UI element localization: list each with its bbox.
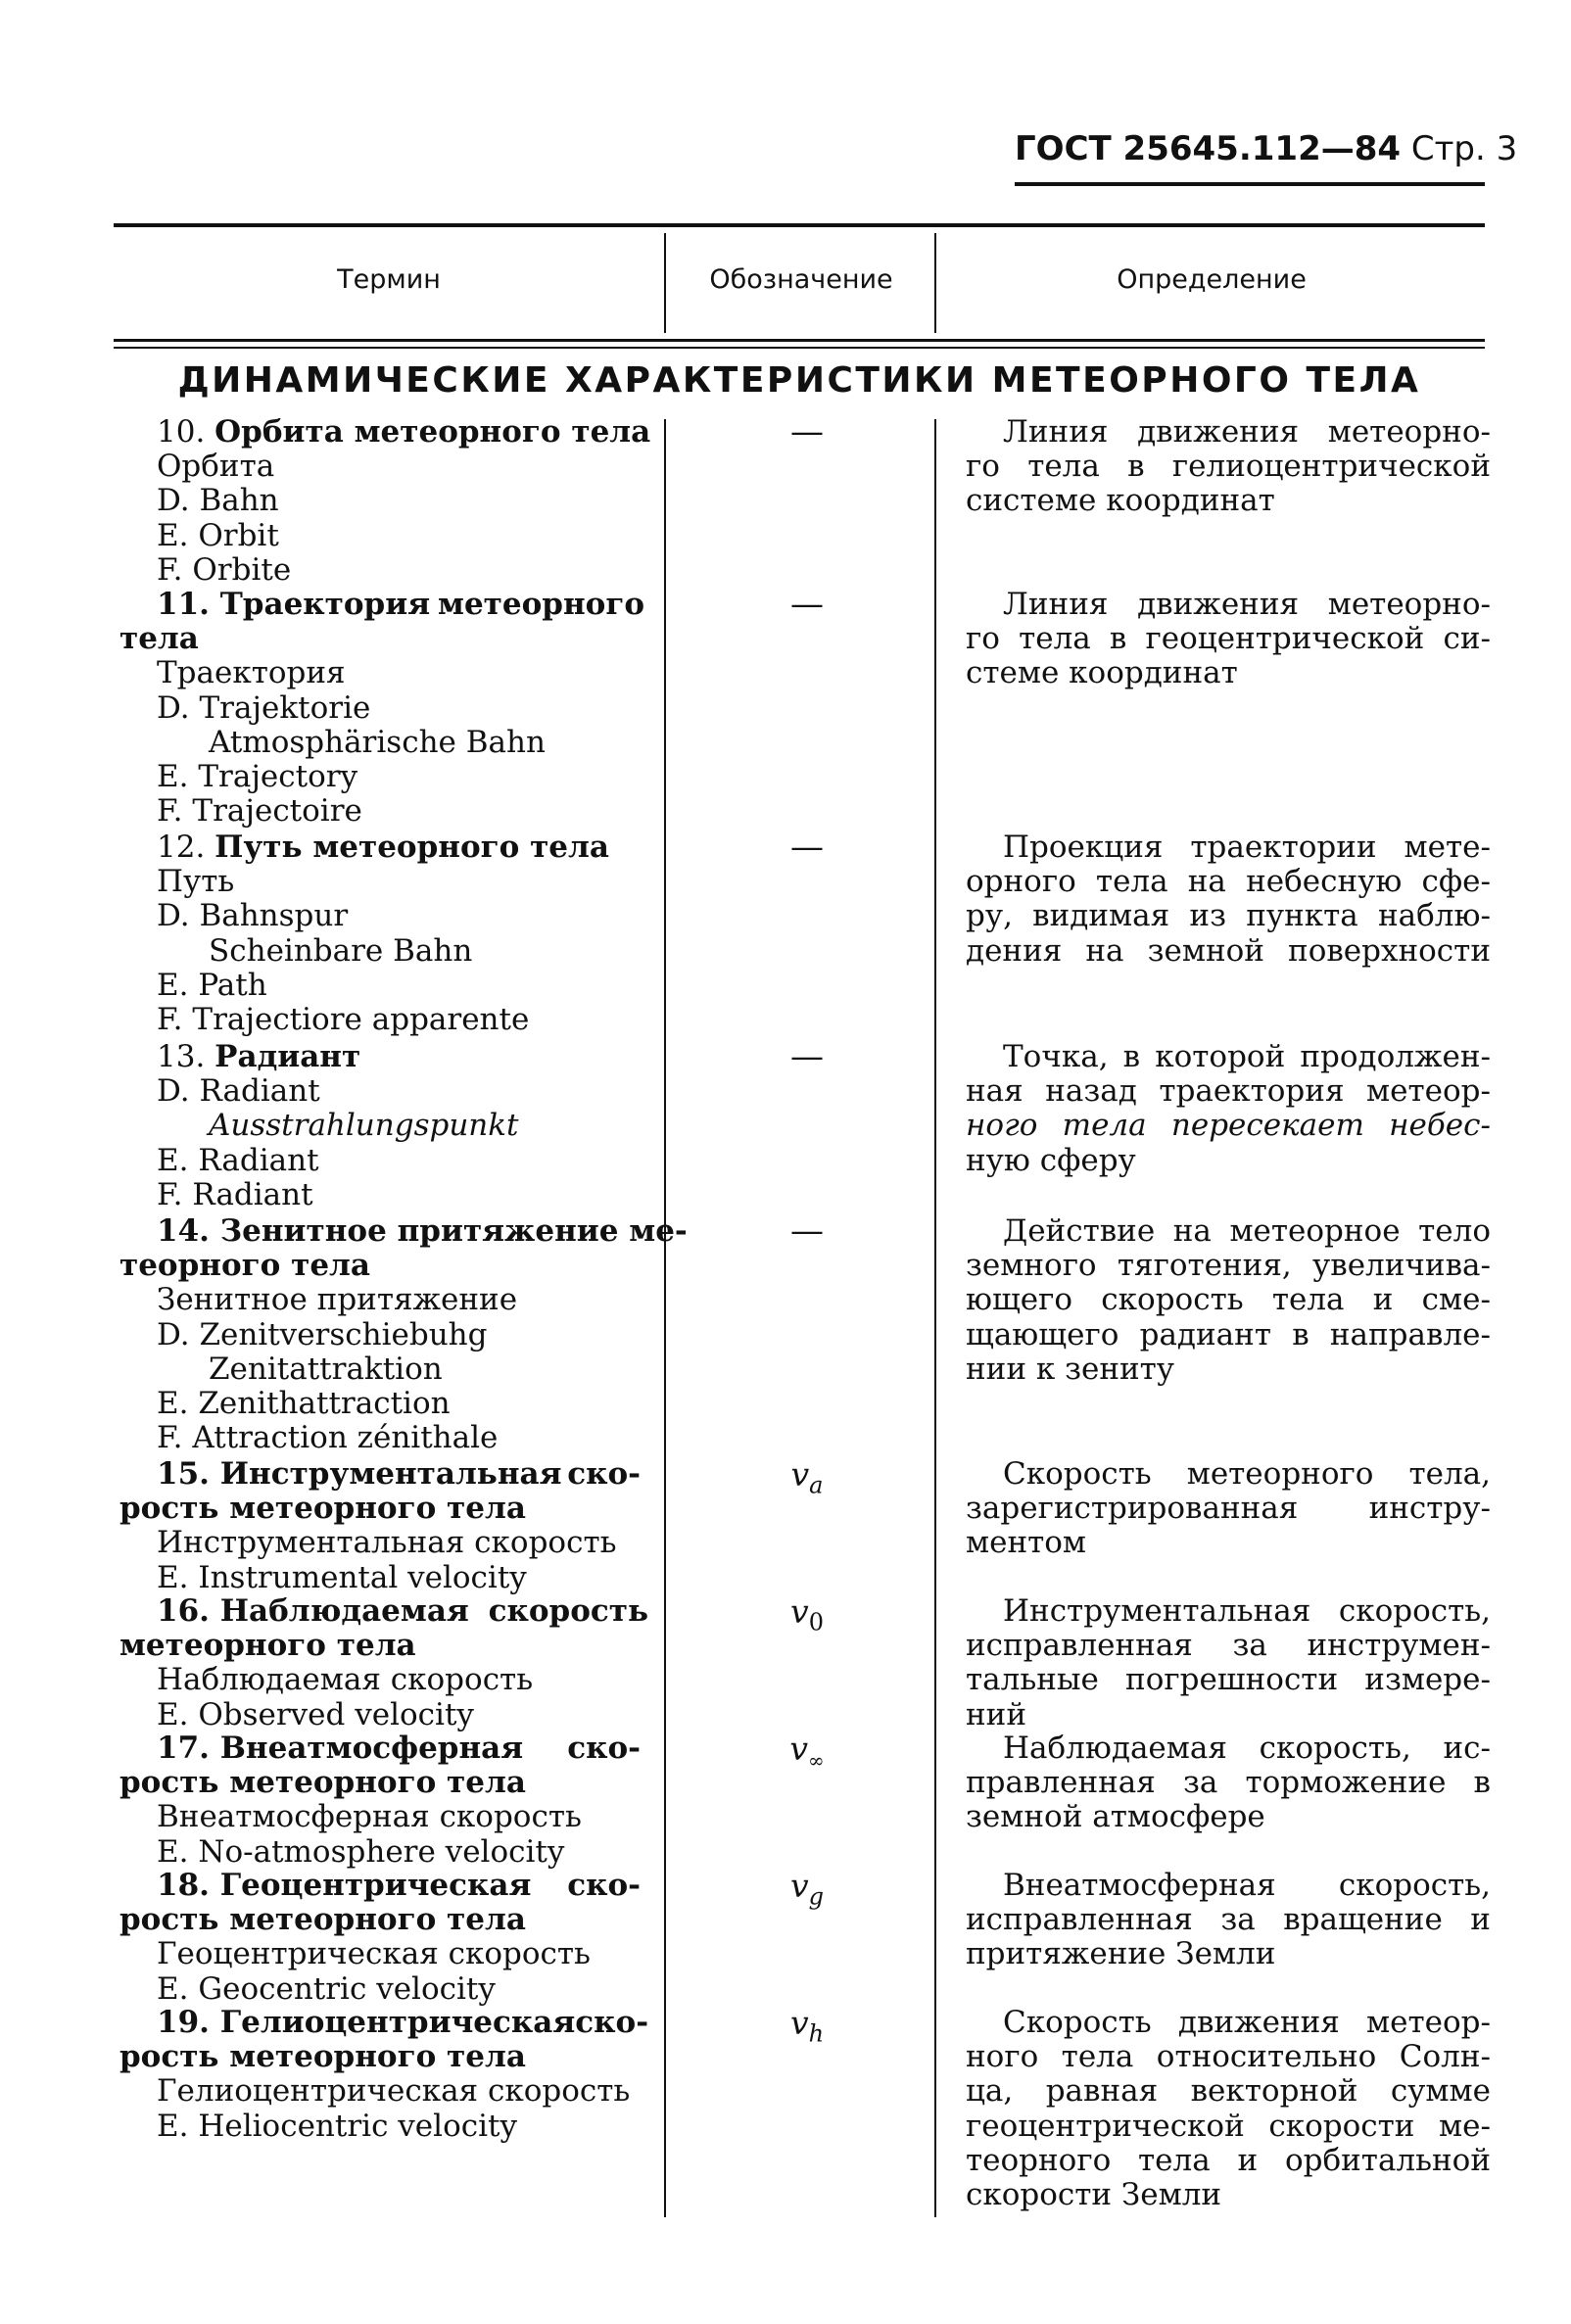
definition-entry-16: Инструментальная скорость, исправленная за инструмен- тальные погрешности измере- ний	[966, 1593, 1491, 1732]
term-foreign: E. Observed velocity	[157, 1696, 474, 1732]
term-short: Инструментальная скорость	[157, 1525, 617, 1561]
symbol-entry-16: $v_0$	[790, 1592, 824, 1636]
symbol-entry-19: $v_h$	[789, 2004, 825, 2048]
term-foreign: F. Orbite	[157, 551, 292, 588]
term-title: Орбита метеорного тела	[214, 414, 651, 450]
term-foreign: E. No-atmosphere velocity	[157, 1833, 565, 1870]
term-foreign: E. Geocentric velocity	[157, 1970, 496, 2007]
term-short: Геоцентрическая скорость	[157, 1936, 591, 1972]
term-foreign: D. Bahn	[157, 483, 279, 519]
term-foreign: Atmosphärische Bahn	[209, 724, 546, 760]
term-foreign: D. Bahnspur	[157, 898, 349, 934]
symbol-entry-12: —	[790, 828, 824, 867]
term-entry-16: 16. Наблюдаемая скорость метеорного тела Наблюдаемая скорость E. Observed velocity	[119, 1593, 648, 1732]
symbol-entry-13: —	[790, 1037, 824, 1076]
term-entry-17: 17. Внеатмосферная ско- рость метеорного тела Внеатмосферная скорость E. No-atmosphere velocity	[119, 1731, 648, 1870]
term-entry-10: 10. Орбита метеорного тела Орбита D. Bahn E. Orbit F. Orbite	[119, 415, 648, 588]
page-header	[1015, 129, 1518, 178]
definition-entry-18: Внеатмосферная скорость, исправленная за вращение и притяжение Земли	[966, 1868, 1491, 1972]
table-top-rule	[114, 223, 1485, 227]
term-foreign: D. Trajektorie	[157, 689, 371, 726]
header-divider-1	[664, 233, 666, 333]
definition-entry-19: Скорость движения метеор- ного тела относительно Солн- ца, равная векторной сумме геоцентрической скорости ме- теорного тела и орбитальной скорости Земли	[966, 2005, 1491, 2213]
column-header-symbol: Обозначение	[709, 264, 893, 295]
header-rule	[1015, 182, 1485, 186]
term-short: Внеатмосферная скорость	[157, 1799, 582, 1835]
term-foreign: Scheinbare Bahn	[209, 932, 473, 969]
symbol-entry-18: $v_g$	[789, 1867, 825, 1911]
term-foreign: D. Radiant	[157, 1073, 320, 1110]
term-entry-11: 11. Траектория метеорного тела Траектория D. Trajektorie Atmosphärische Bahn E. Trajectory F. Trajectoire	[119, 588, 648, 829]
term-foreign: E. Orbit	[157, 517, 279, 553]
symbol-entry-17: $v_\infty$	[789, 1730, 825, 1773]
term-short: Зенитное притяжение	[157, 1282, 518, 1318]
term-entry-15: 15. Инструментальная ско- рость метеорного тела Инструментальная скорость E. Instrumental velocity	[119, 1457, 648, 1595]
term-foreign: Zenitattraktion	[209, 1351, 443, 1387]
term-short: Орбита	[157, 449, 275, 485]
symbol-entry-14: —	[790, 1211, 824, 1251]
section-title: ДИНАМИЧЕСКИЕ ХАРАКТЕРИСТИКИ МЕТЕОРНОГО ТЕЛА	[177, 360, 1421, 401]
term-foreign: Ausstrahlungspunkt	[209, 1108, 519, 1144]
term-entry-12: 12. Путь метеорного тела Путь D. Bahnspur Scheinbare Bahn E. Path F. Trajectiore apparente	[119, 830, 648, 1037]
term-short: Гелиоцентрическая скорость	[157, 2073, 631, 2110]
term-foreign: E. Heliocentric velocity	[157, 2108, 517, 2144]
term-foreign: F. Attraction zénithale	[157, 1420, 499, 1456]
term-entry-18: 18. Геоцентрическая ско- рость метеорного тела Геоцентрическая скорость E. Geocentric velocity	[119, 1869, 648, 2007]
definition-entry-15: Скорость метеорного тела, зарегистрированная инстру- ментом	[966, 1456, 1491, 1561]
column-divider-1	[664, 419, 666, 2217]
symbol-entry-15: $v_a$	[790, 1455, 824, 1499]
symbol-entry-10: —	[790, 412, 824, 451]
standard-number: ГОСТ 25645.112—84	[1015, 129, 1402, 168]
column-divider-2	[934, 419, 936, 2217]
definition-entry-11: Линия движения метеорно- го тела в геоцентрической си- стеме координат	[966, 587, 1491, 691]
term-entry-19: 19. Гелиоцентрическая ско- рость метеорного тела Гелиоцентрическая скорость E. Heliocentric velocity	[119, 2005, 649, 2144]
definition-entry-13: Точка, в которой продолжен- ная назад траектория метеор- ного тела пересекает небес- ную сферу	[966, 1039, 1491, 1178]
term-short: Путь	[157, 864, 235, 900]
term-foreign: E. Zenithattraction	[157, 1386, 451, 1422]
header-bottom-rule	[114, 339, 1485, 342]
term-foreign: F. Trajectiore apparente	[157, 1002, 530, 1038]
term-foreign: D. Zenitverschiebuhg	[157, 1316, 488, 1352]
definition-entry-17: Наблюдаемая скорость, ис- правленная за торможение в земной атмосфере	[966, 1731, 1491, 1835]
definition-entry-10: Линия движения метеорно- го тела в гелиоцентрической системе координат	[966, 414, 1491, 519]
column-header-definition: Определение	[1117, 264, 1307, 295]
term-entry-13: 13. Радиант D. Radiant Ausstrahlungspunkt E. Radiant F. Radiant	[119, 1040, 648, 1212]
term-foreign: F. Radiant	[157, 1176, 313, 1212]
term-entry-14: 14. Зенитное притяжение ме- теорного тела Зенитное притяжение D. Zenitverschiebuhg Zenitattraktion E. Zenithattraction F. Attraction zénithale	[119, 1213, 688, 1456]
term-short: Траектория	[157, 655, 346, 691]
definition-entry-14: Действие на метеорное тело земного тяготения, увеличива- ющего скорость тела и сме- щающего радиант в направле- нии к зениту	[966, 1213, 1491, 1387]
term-short: Наблюдаемая скорость	[157, 1662, 534, 1698]
definition-entry-12: Проекция траектории мете- орного тела на небесную сфе- ру, видимая из пункта наблю- дения на земной поверхности	[966, 830, 1491, 969]
symbol-entry-11: —	[790, 585, 824, 624]
term-foreign: E. Path	[157, 967, 267, 1003]
header-bottom-rule-2	[114, 347, 1485, 349]
header-divider-2	[934, 233, 936, 333]
term-foreign: F. Trajectoire	[157, 793, 362, 830]
term-foreign: E. Radiant	[157, 1142, 319, 1178]
term-foreign: E. Instrumental velocity	[157, 1559, 527, 1595]
term-foreign: E. Trajectory	[157, 759, 358, 795]
column-header-term: Термин	[337, 264, 441, 295]
page-number: Стр. 3	[1410, 129, 1518, 168]
